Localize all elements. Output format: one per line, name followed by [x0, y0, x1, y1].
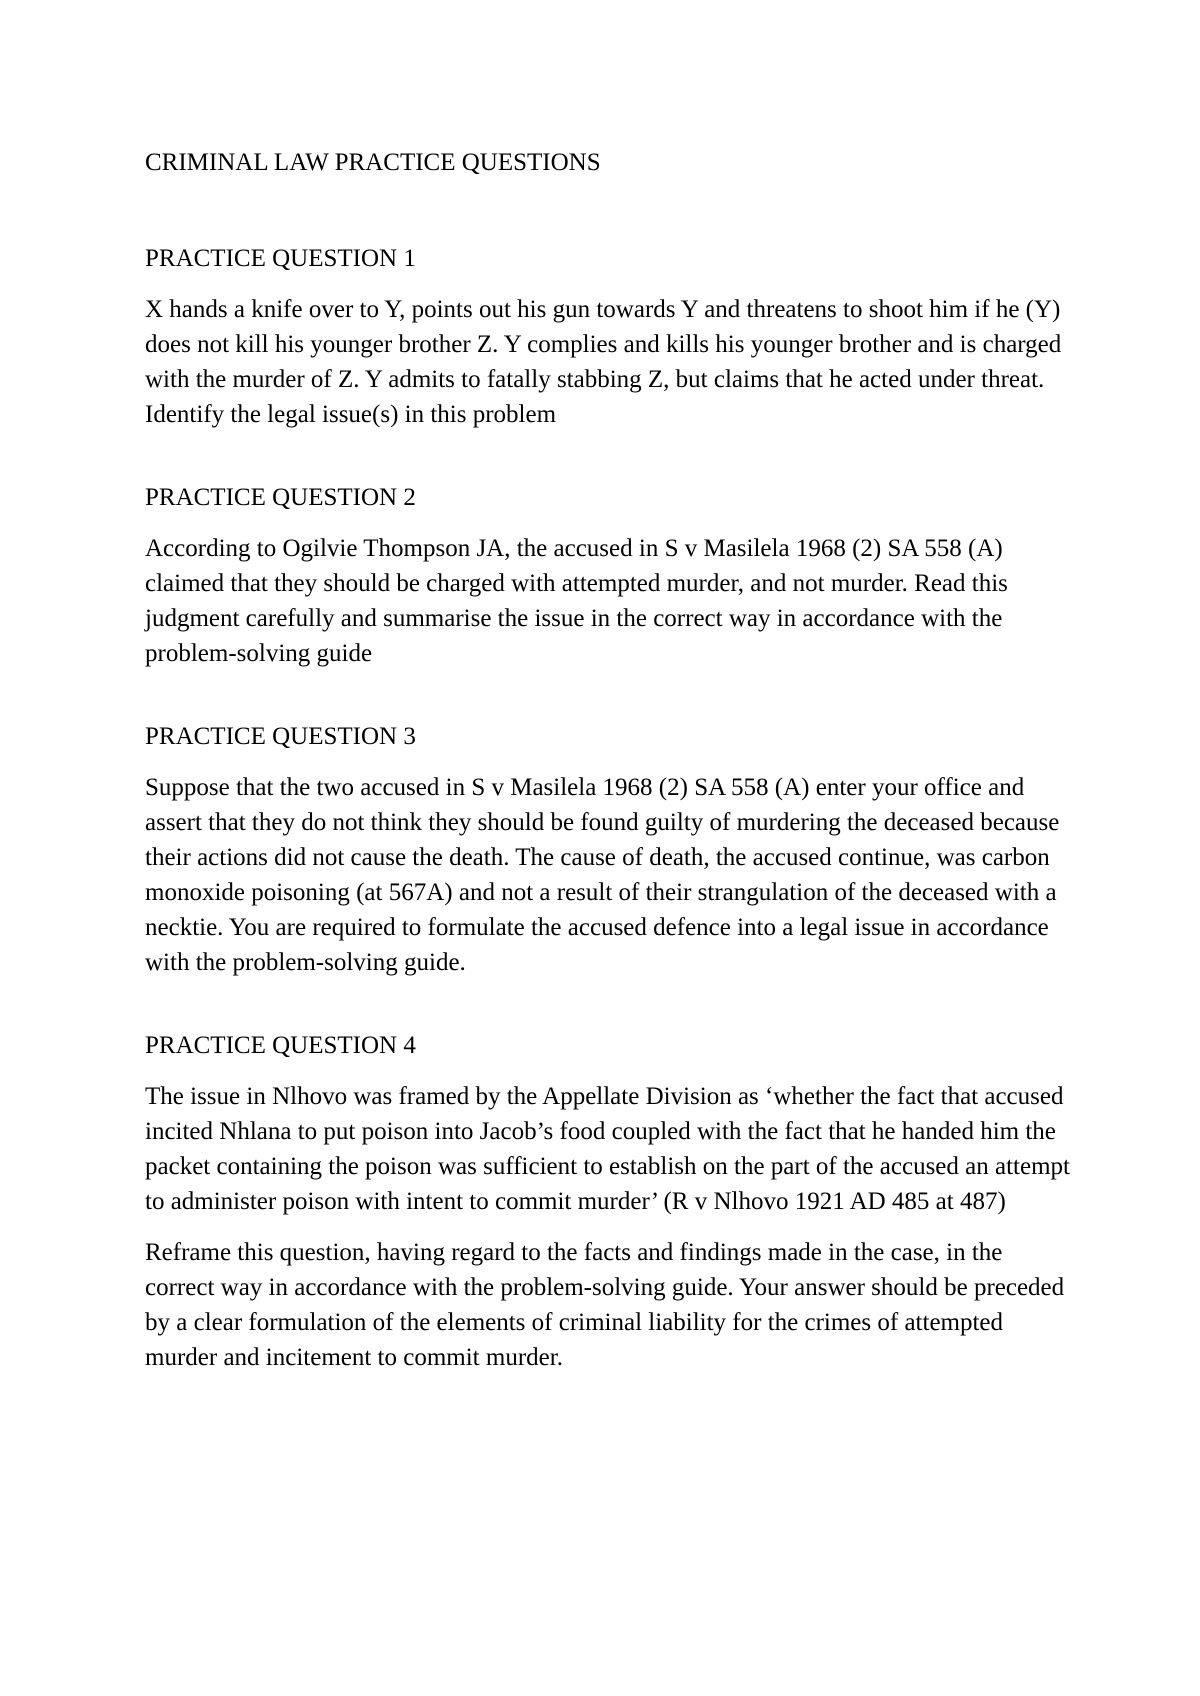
- question-heading: PRACTICE QUESTION 2: [145, 484, 416, 511]
- question-heading: PRACTICE QUESTION 1: [145, 245, 416, 272]
- question-text: X hands a knife over to Y, points out his gun towards Y and threatens to shoot him if he (Y) does not kill his younger brother Z. Y complies and kills his younger brother and is charged with the murder of Z. Y admits to fatally stabbing Z, but claims that he acted under threat. Identify the legal issue(s) in this problem: [145, 296, 1062, 428]
- question-heading: PRACTICE QUESTION 3: [145, 723, 416, 750]
- question-text: The issue in Nlhovo was framed by the Appellate Division as ‘whether the fact that accused incited Nhlana to put poison into Jacob’s food coupled with the fact that he handed him the packet containing the poison was sufficient to establish on the part of the accused an attempt to administer poison with intent to commit murder’ (R v Nlhovo 1921 AD 485 at 487): [145, 1083, 1070, 1215]
- question-heading: PRACTICE QUESTION 4: [145, 1032, 416, 1059]
- practice-question-1: [145, 241, 1070, 432]
- document-content: [145, 145, 1070, 1391]
- practice-question-2: [145, 480, 1070, 671]
- practice-question-4: [145, 1028, 1070, 1375]
- document-title: CRIMINAL LAW PRACTICE QUESTIONS: [145, 149, 601, 176]
- question-text: According to Ogilvie Thompson JA, the accused in S v Masilela 1968 (2) SA 558 (A) claimed that they should be charged with attempted murder, and not murder. Read this judgment carefully and summarise the issue in the correct way in accordance with the problem-solving guide: [145, 535, 1008, 667]
- question-text: Suppose that the two accused in S v Masilela 1968 (2) SA 558 (A) enter your office and assert that they do not think they should be found guilty of murdering the deceased because their actions did not cause the death. The cause of death, the accused continue, was carbon monoxide poisoning (at 567A) and not a result of their strangulation of the deceased with a necktie. You are required to formulate the accused defence into a legal issue in accordance with the problem-solving guide.: [145, 774, 1060, 976]
- practice-question-3: [145, 719, 1070, 980]
- question-instruction: Reframe this question, having regard to the facts and findings made in the case, in the correct way in accordance with the problem-solving guide. Your answer should be preceded by a clear formulation of the elements of criminal liability for the crimes of attempted murder and incitement to commit murder.: [145, 1239, 1065, 1371]
